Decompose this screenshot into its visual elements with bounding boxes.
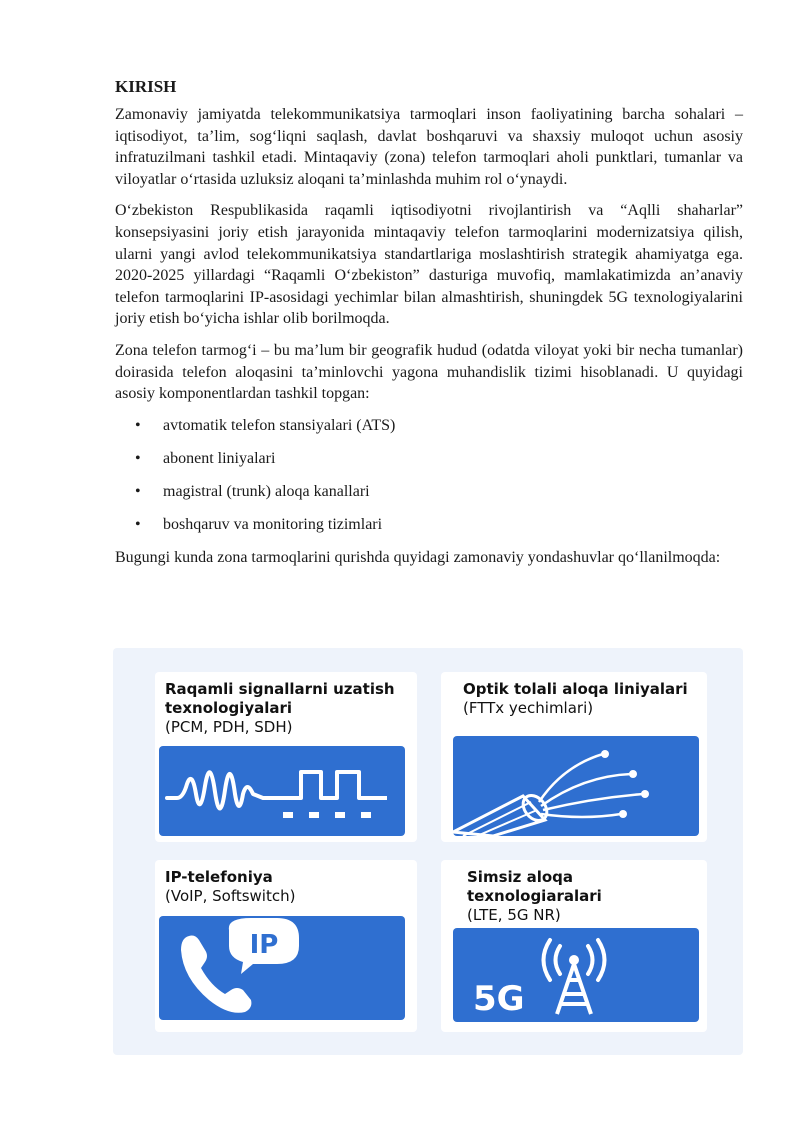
ip-label: IP — [249, 930, 279, 960]
closing-paragraph: Bugungi kunda zona tarmoqlarini qurishda quyidagi zamonaviy yondashuvlar qo‘llanilmoqda: — [115, 548, 721, 566]
paragraph-2: O‘zbekiston Respublikasida raqamli iqtisodiyotni rivojlantirish va “Aqlli shaharlar” konsepsiyasini joriy etish jarayonida mintaqaviy telefon tarmoqlarini modernizatsiya qilish, ularni yangi avlod telekommunikatsiya standartlariga moslashtirish strategik ahamiyatga ega. 2020-2025 yillardagi “Raqamli O‘zbekiston” dasturiga muvofiq, mamlakatimizda an’anaviy telefon tarmoqlarini IP-asosidagi yechimlar bilan almashtirish, shuningdek 5G texnologiyalarini joriy etish bo‘yicha ishlar olib borilmoqda. — [115, 202, 743, 328]
technology-figure — [113, 648, 743, 1055]
list-item: • magistral (trunk) aloqa kanallari — [135, 482, 370, 500]
card-title: Raqamli signallarni uzatish texnologiyalari (PCM, PDH, SDH) — [165, 680, 395, 736]
ip-phone-icon — [159, 916, 405, 1020]
bullet-icon: • — [135, 515, 141, 533]
fiber-optic-icon — [453, 736, 699, 836]
card-fiber-optic — [441, 672, 707, 842]
bullet-icon: • — [135, 482, 141, 500]
card-wireless — [441, 860, 707, 1032]
5g-label: 5G — [473, 979, 525, 1019]
bullet-icon: • — [135, 449, 141, 467]
card-ip-telephony — [155, 860, 417, 1032]
card-title: Simsiz aloqa texnologiaralari (LTE, 5G NR) — [467, 868, 602, 924]
document-body — [115, 76, 743, 568]
5g-tower-icon — [453, 928, 699, 1022]
section-heading: KIRISH — [115, 77, 177, 96]
list-item: • avtomatik telefon stansiyalari (ATS) — [135, 416, 396, 434]
card-title: Optik tolali aloqa liniyalari (FTTx yechimlari) — [463, 680, 688, 717]
digital-signal-icon — [159, 746, 405, 836]
paragraph-3: Zona telefon tarmog‘i – bu ma’lum bir geografik hudud (odatda viloyat yoki bir necha tumanlar) doirasida telefon aloqasini ta’minlovchi yagona muhandislik tizimi hisoblanadi. U quyidagi asosiy komponentlardan tashkil topgan: — [115, 341, 743, 403]
list-item: • boshqaruv va monitoring tizimlari — [135, 515, 383, 533]
bullet-icon: • — [135, 416, 141, 434]
list-item: • abonent liniyalari — [135, 449, 276, 467]
card-digital-transmission — [155, 672, 417, 842]
paragraph-1: Zamonaviy jamiyatda telekommunikatsiya tarmoqlari inson faoliyatining barcha sohalari – iqtisodiyot, ta’lim, sog‘liqni saqlash, davlat boshqaruvi va shaxsiy muloqot uchun asosiy infratuzilmani tashkil etadi. Mintaqaviy (zona) telefon tarmoqlari aholi punktlari, tumanlar va viloyatlar o‘rtasida uzluksiz aloqani ta’minlashda muhim rol o‘ynaydi. — [115, 106, 743, 188]
card-title: IP-telefoniya (VoIP, Softswitch) — [165, 868, 296, 905]
component-list — [115, 415, 743, 535]
